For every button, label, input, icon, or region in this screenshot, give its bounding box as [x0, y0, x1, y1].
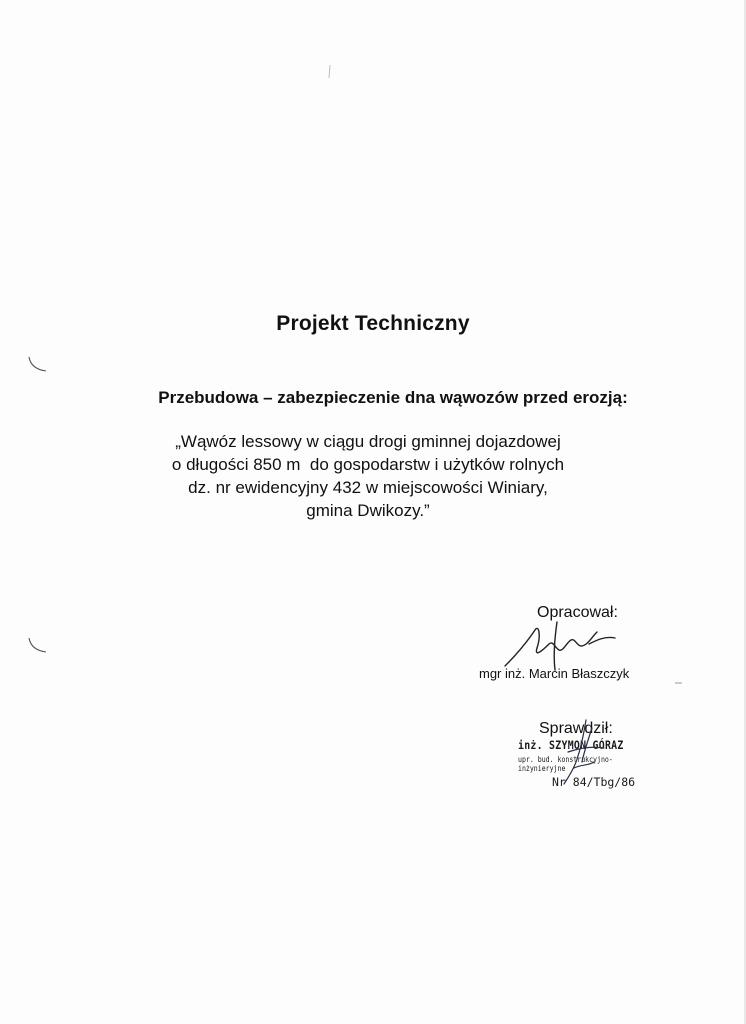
project-description — [0, 430, 736, 522]
description-line: dz. nr ewidencyjny 432 w miejscowości Winiary, — [188, 478, 548, 497]
scan-mark — [326, 64, 334, 80]
punch-hole-mark — [26, 636, 50, 658]
description-line: o długości 850 m do gospodarstw i użytków rolnych — [171, 455, 565, 474]
document-title: Projekt Techniczny — [276, 312, 470, 335]
checked-by-label: Sprawdził: — [539, 720, 613, 737]
stamp-name: inż. SZYMON GÓRAZ — [518, 738, 624, 752]
document-subtitle: Przebudowa – zabezpieczenie dna wąwozów przed erozją: — [158, 388, 628, 407]
handwritten-signature-prepared — [497, 614, 627, 674]
stamp-qualification: upr. bud. konstrukcyjno-inżynieryjne — [518, 755, 613, 773]
prepared-by-label: Opracował: — [537, 604, 618, 621]
prepared-by-name: mgr inż. Marcin Błaszczyk — [479, 666, 630, 681]
punch-hole-mark — [26, 355, 50, 377]
description-line: gmina Dwikozy.” — [306, 501, 430, 520]
stamp-license-number: Nr 84/Tbg/86 — [552, 775, 636, 789]
handwritten-signature-checked — [548, 718, 618, 788]
scan-mark — [674, 680, 684, 686]
description-line: „Wąwóz lessowy w ciągu drogi gminnej dojazdowej — [175, 432, 561, 451]
